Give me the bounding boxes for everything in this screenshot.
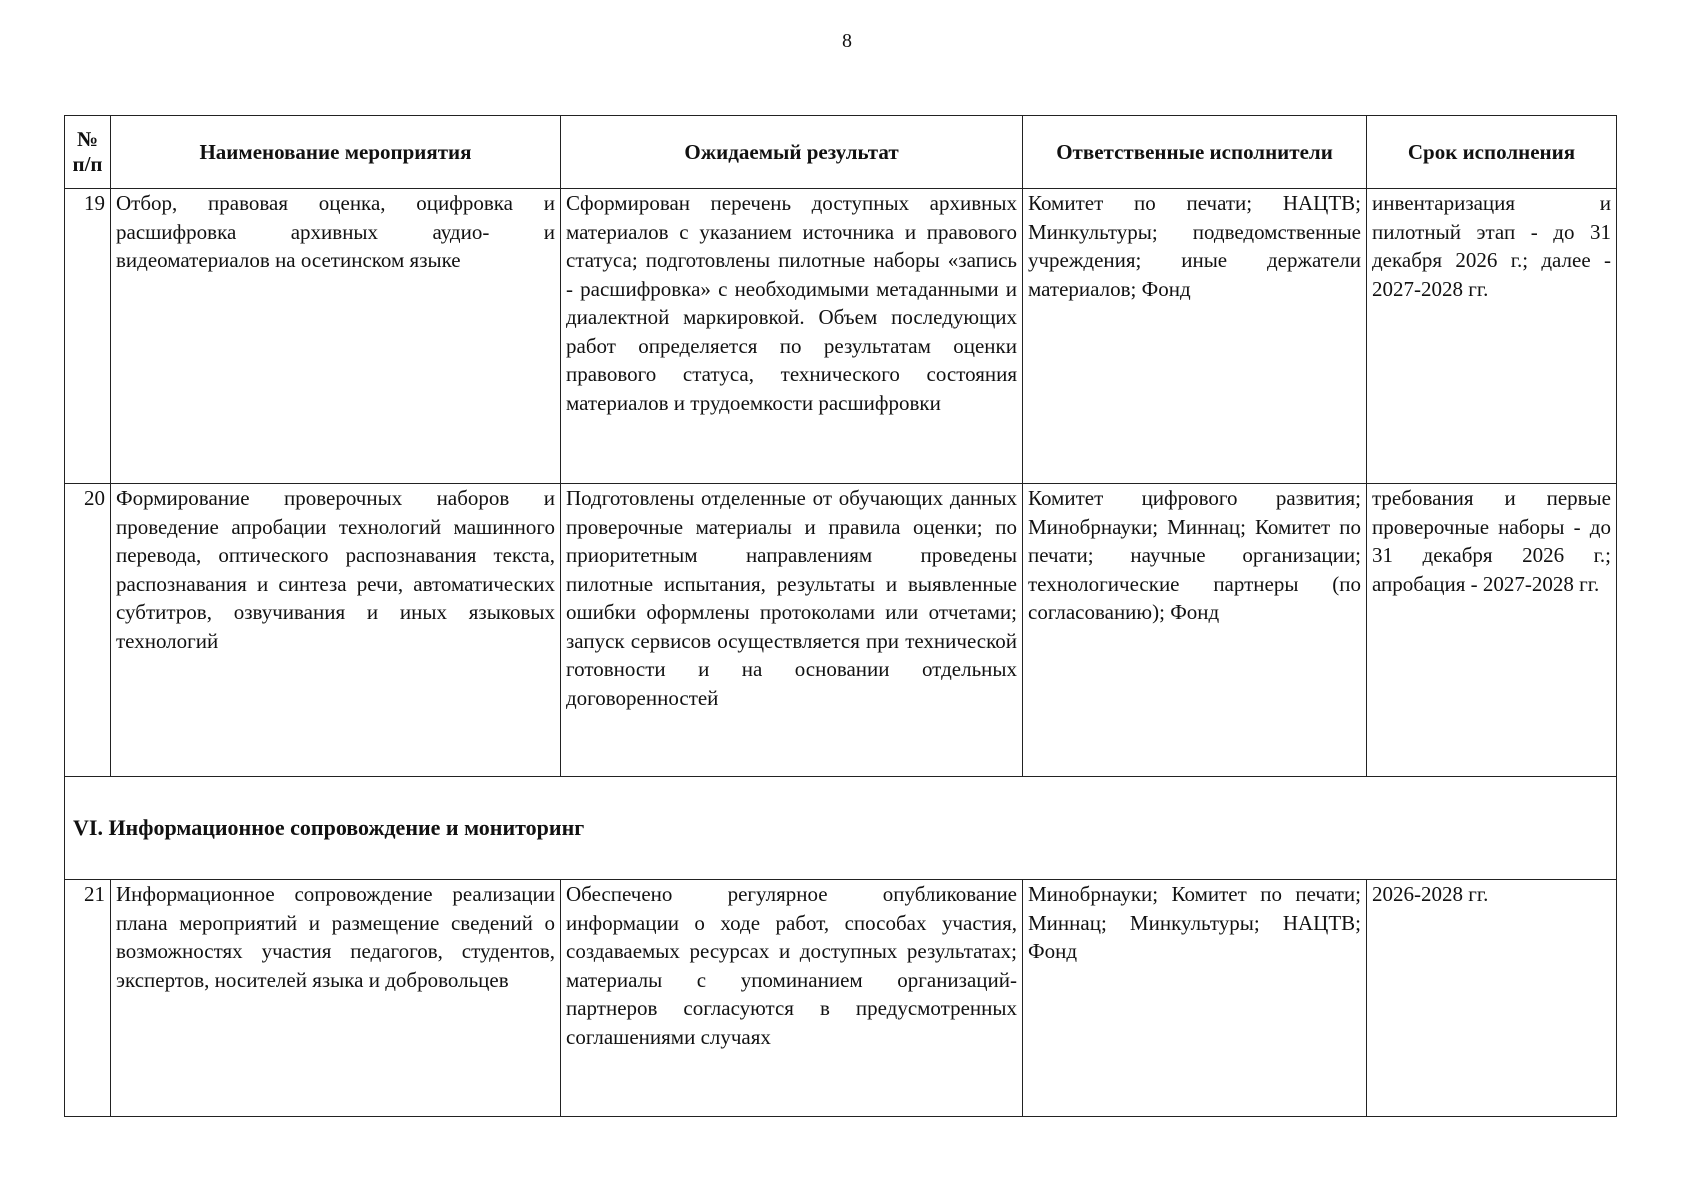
row-result: Сформирован перечень доступных архивных материалов с указанием источника и правового статуса; подготовлены пилотные наборы «запись - расшифровка» с необходимыми метаданными и диалектной маркировкой. Объем последующих работ определяется по результатам оценки правового статуса, технического состояния материалов и трудоемкости расшифровки (561, 189, 1023, 484)
row-deadline: требования и первые проверочные наборы - до 31 декабря 2026 г.; апробация - 2027-2028 гг. (1367, 484, 1617, 777)
row-num: 20 (65, 484, 111, 777)
header-result: Ожидаемый результат (561, 116, 1023, 189)
header-deadline: Срок исполнения (1367, 116, 1617, 189)
row-result: Обеспечено регулярное опубликование информации о ходе работ, способах участия, создаваемых ресурсах и доступных результатах; материалы с упоминанием организаций-партнеров согласуются в предусмотренных соглашениями случаях (561, 880, 1023, 1117)
table-header-row (65, 116, 1617, 189)
section-row (65, 777, 1617, 880)
page-number: 8 (842, 30, 852, 52)
row-executors: Комитет цифрового развития; Минобрнауки; Миннац; Комитет по печати; научные организации; технологические партнеры (по согласованию); Фонд (1023, 484, 1367, 777)
row-executors: Минобрнауки; Комитет по печати; Миннац; Минкультуры; НАЦТВ; Фонд (1023, 880, 1367, 1117)
row-result: Подготовлены отделенные от обучающих данных проверочные материалы и правила оценки; по приоритетным направлениям проведены пилотные испытания, результаты и выявленные ошибки оформлены протоколами или отчетами; запуск сервисов осуществляется при технической готовности и на основании отдельных договоренностей (561, 484, 1023, 777)
table-row (65, 484, 1617, 777)
section-title: VI. Информационное сопровождение и мониторинг (65, 777, 1617, 880)
row-event: Отбор, правовая оценка, оцифровка и расшифровка архивных аудио- и видеоматериалов на осетинском языке (111, 189, 561, 484)
row-deadline: 2026-2028 гг. (1367, 880, 1617, 1117)
row-num: 19 (65, 189, 111, 484)
row-executors: Комитет по печати; НАЦТВ; Минкультуры; подведомственные учреждения; иные держатели материалов; Фонд (1023, 189, 1367, 484)
table-row (65, 189, 1617, 484)
header-event: Наименование мероприятия (111, 116, 561, 189)
header-executors: Ответственные исполнители (1023, 116, 1367, 189)
header-num: № п/п (65, 116, 111, 189)
row-num: 21 (65, 880, 111, 1117)
row-event: Формирование проверочных наборов и проведение апробации технологий машинного перевода, оптического распознавания текста, распознавания и синтеза речи, автоматических субтитров, озвучивания и иных языковых технологий (111, 484, 561, 777)
row-deadline: инвентаризация и пилотный этап - до 31 декабря 2026 г.; далее - 2027-2028 гг. (1367, 189, 1617, 484)
row-event: Информационное сопровождение реализации плана мероприятий и размещение сведений о возможностях участия педагогов, студентов, экспертов, носителей языка и добровольцев (111, 880, 561, 1117)
events-table (64, 115, 1617, 1117)
table-row (65, 880, 1617, 1117)
